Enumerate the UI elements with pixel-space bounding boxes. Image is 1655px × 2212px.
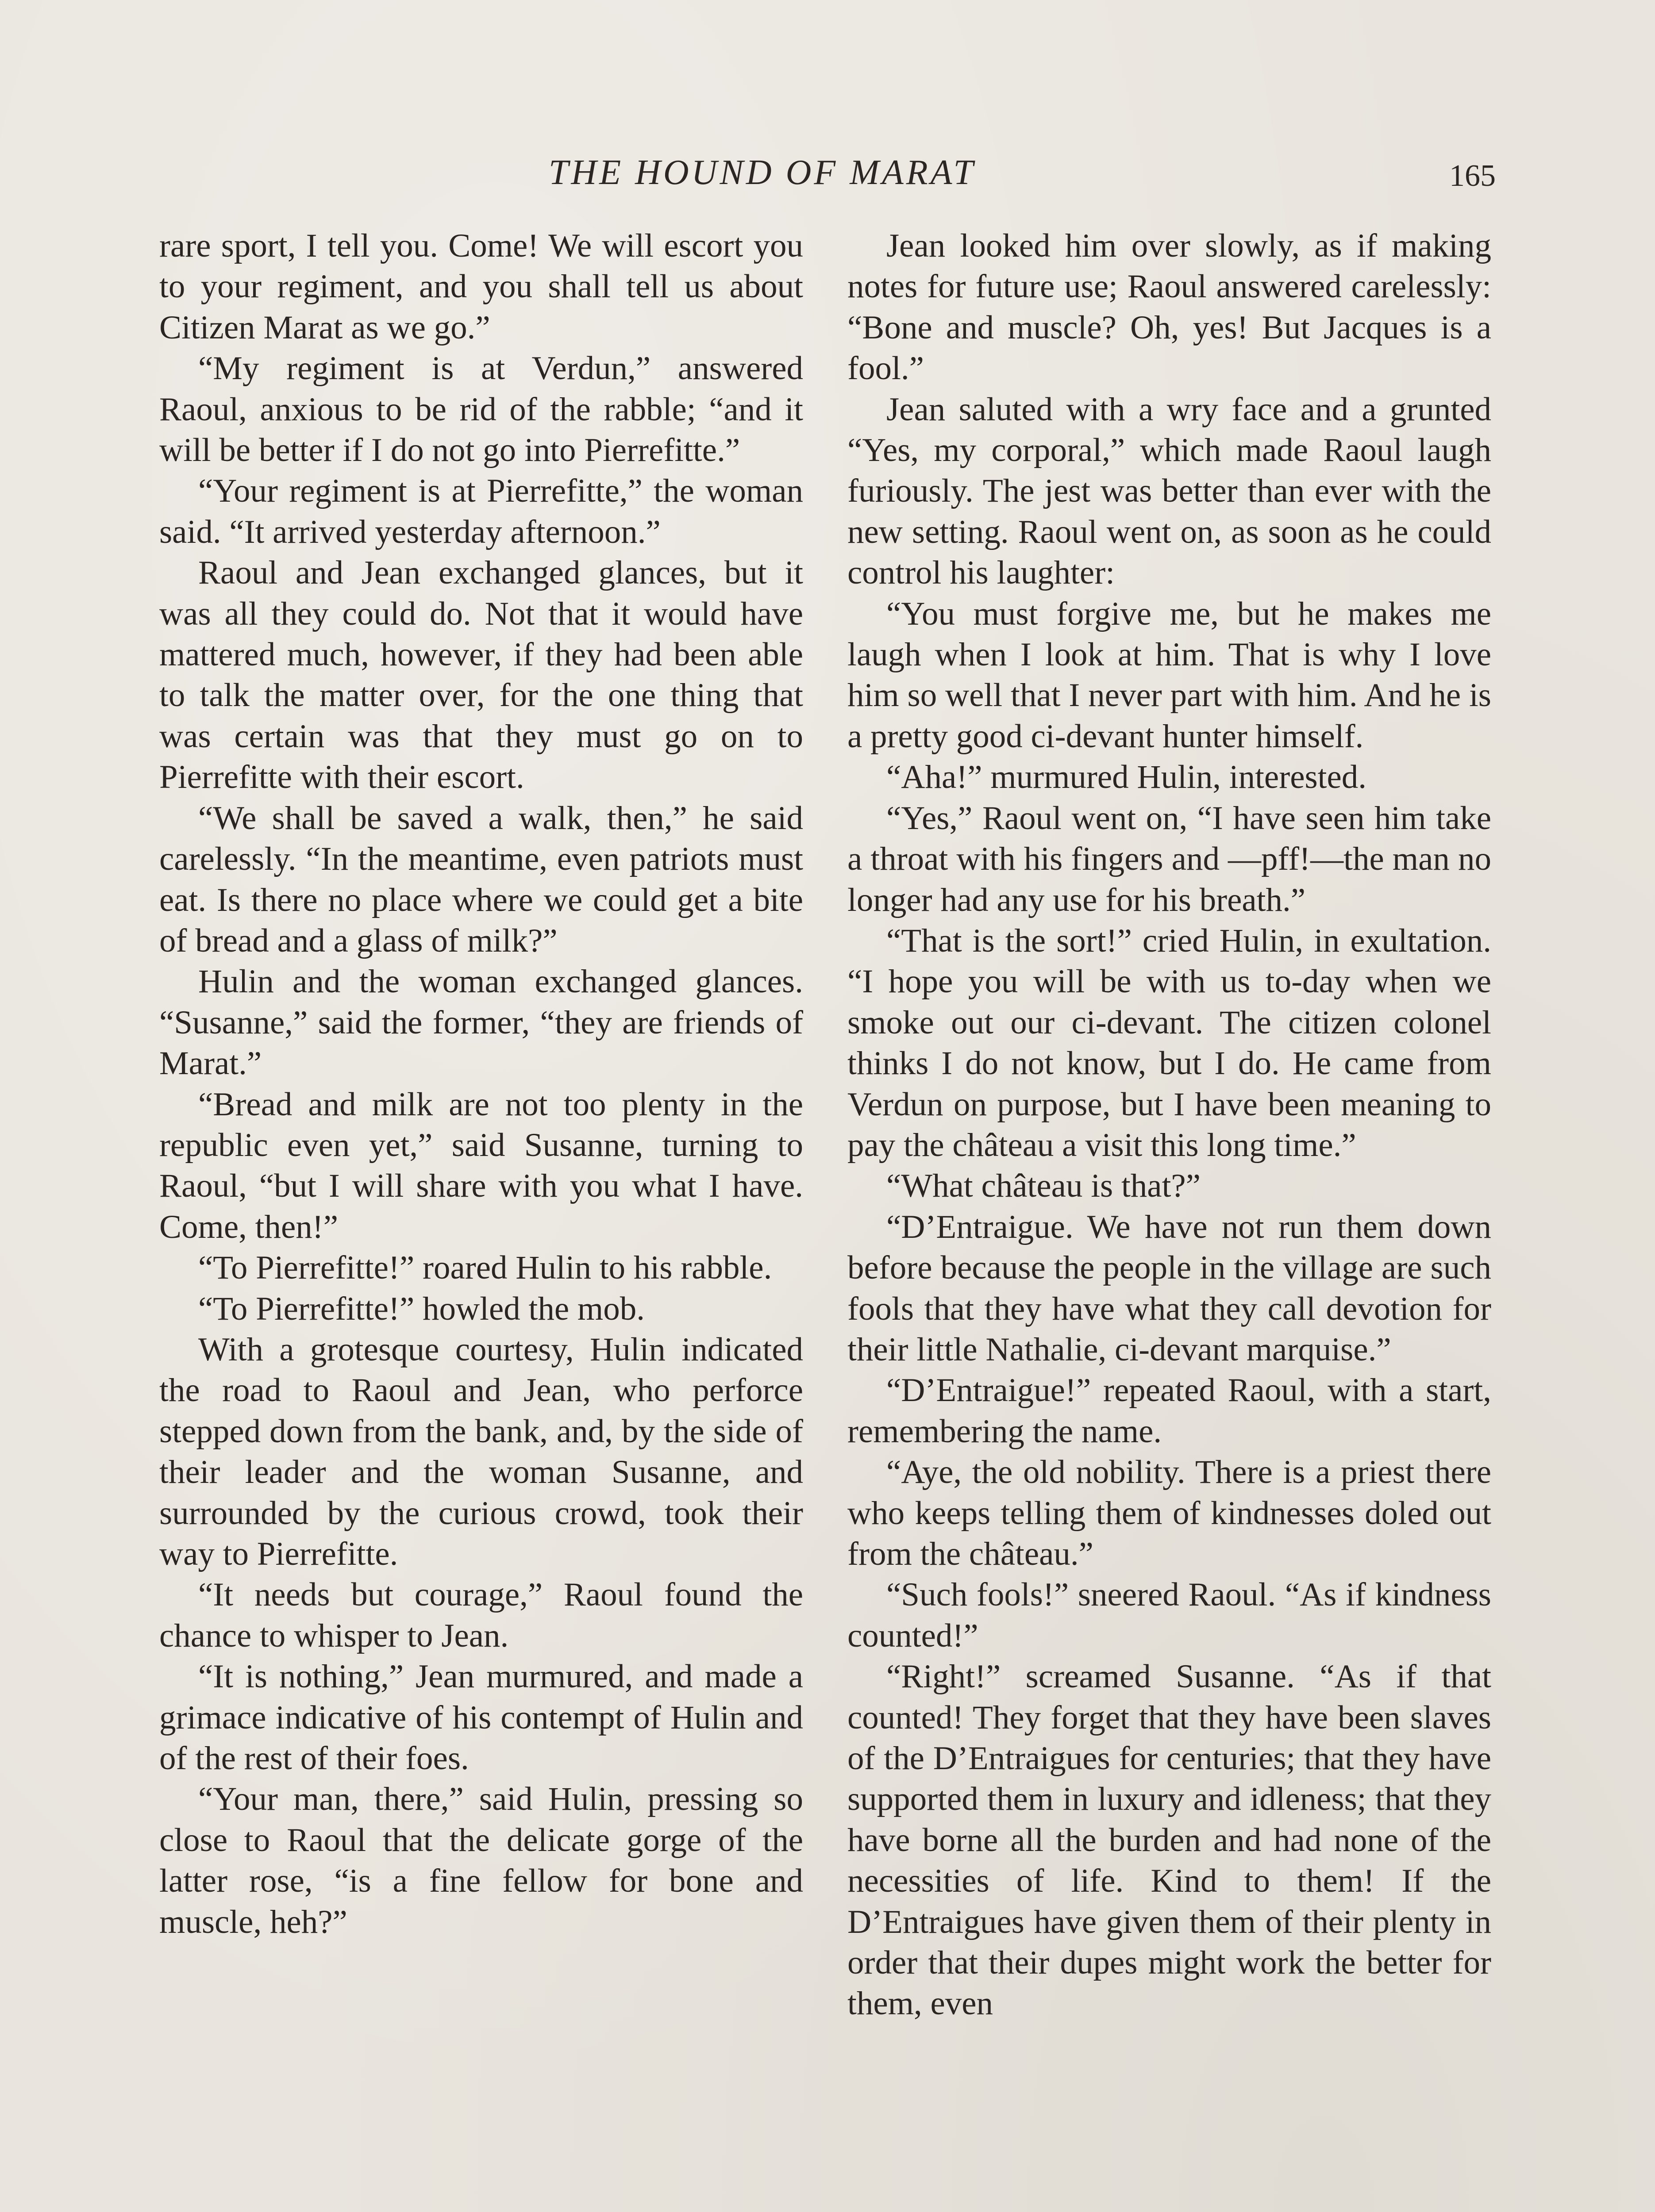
paragraph: “Your man, there,” said Hulin, pressing so close to Raoul that the delicate gorge of the latter rose, “is a fine fellow for bone and muscle, heh?” (159, 1781, 803, 1940)
paragraph: “You must forgive me, but he makes me laugh when I look at him. That is why I love him so well that I never part with him. And he is a pretty good ci-devant hunter himself. (847, 595, 1491, 755)
running-title: THE HOUND OF MARAT (549, 153, 976, 192)
paragraph: “It needs but courage,” Raoul found the chance to whisper to Jean. (159, 1576, 803, 1654)
paragraph: “Aye, the old nobility. There is a priest there who keeps telling them of kindnesses doled out from the château.” (847, 1454, 1491, 1572)
page-number: 165 (1449, 159, 1496, 193)
paragraph: With a grotesque courtesy, Hulin indicated the road to Raoul and Jean, who perforce stepped down from the bank, and, by the side of their leader and the woman Susanne, and surrounded by the curious crowd, took their way to Pierrefitte. (159, 1331, 803, 1572)
paragraph: “D’Entraigue. We have not run them down before because the people in the village are such fools that they have what they call devotion for their little Nathalie, ci-devant marquise.” (847, 1208, 1491, 1368)
right-column (847, 226, 1491, 2024)
paragraph: “It is nothing,” Jean murmured, and made a grimace indicative of his contempt of Hulin and of the rest of their foes. (159, 1658, 803, 1777)
paragraph: Raoul and Jean exchanged glances, but it was all they could do. Not that it would have mattered much, however, if they had been able to talk the matter over, for the one thing that was certain was that they must go on to Pierrefitte with their escort. (159, 554, 803, 796)
paragraph: “Yes,” Raoul went on, “I have seen him take a throat with his fingers and —pff!—the man no longer had any use for his breath.” (847, 799, 1491, 918)
paragraph: Jean looked him over slowly, as if making notes for future use; Raoul answered carelessly: “Bone and muscle? Oh, yes! But Jacques is a fool.” (847, 227, 1491, 387)
paragraph: Jean saluted with a wry face and a grunted “Yes, my corporal,” which made Raoul laugh furiously. The jest was better than ever with the new setting. Raoul went on, as soon as he could control his laughter: (847, 391, 1491, 591)
paragraph: Hulin and the woman exchanged glances. “Susanne,” said the former, “they are friends of Marat.” (159, 963, 803, 1082)
paragraph: “Aha!” murmured Hulin, interested. (886, 759, 1367, 796)
paragraph: “D’Entraigue!” repeated Raoul, with a start, remembering the name. (847, 1372, 1491, 1450)
paragraph: “To Pierrefitte!” roared Hulin to his rabble. (198, 1249, 772, 1286)
paragraph: “Such fools!” sneered Raoul. “As if kindness counted!” (847, 1576, 1491, 1654)
paragraph: “We shall be saved a walk, then,” he said carelessly. “In the meantime, even patriots must eat. Is there no place where we could get a bite of bread and a glass of milk?” (159, 799, 803, 959)
left-column (159, 226, 803, 1943)
paragraph: “To Pierrefitte!” howled the mob. (198, 1290, 645, 1327)
paragraph: “Bread and milk are not too plenty in the republic even yet,” said Susanne, turning to Raoul, “but I will share with you what I have. Come, then!” (159, 1086, 803, 1245)
paragraph: “Right!” screamed Susanne. “As if that counted! They forget that they have been slaves of the D’Entraigues for centuries; that they have supported them in luxury and idleness; that they have borne all the burden and had none of the necessities of life. Kind to them! If the D’Entraigues have given them of their plenty in order that their dupes might work the better for them, even (847, 1658, 1491, 2022)
paragraph: “Your regiment is at Pierrefitte,” the woman said. “It arrived yesterday afternoon.” (159, 472, 803, 550)
paragraph: “My regiment is at Verdun,” answered Raoul, anxious to be rid of the rabble; “and it will be better if I do not go into Pierrefitte.” (159, 350, 803, 469)
paragraph: rare sport, I tell you. Come! We will escort you to your regiment, and you shall tell us about Citizen Marat as we go.” (159, 227, 803, 346)
paragraph: “What château is that?” (886, 1167, 1201, 1205)
paragraph: “That is the sort!” cried Hulin, in exultation. “I hope you will be with us to-day when we smoke out our ci-devant. The citizen colonel thinks I do not know, but I do. He came from Verdun on purpose, but I have been meaning to pay the château a visit this long time.” (847, 922, 1491, 1164)
